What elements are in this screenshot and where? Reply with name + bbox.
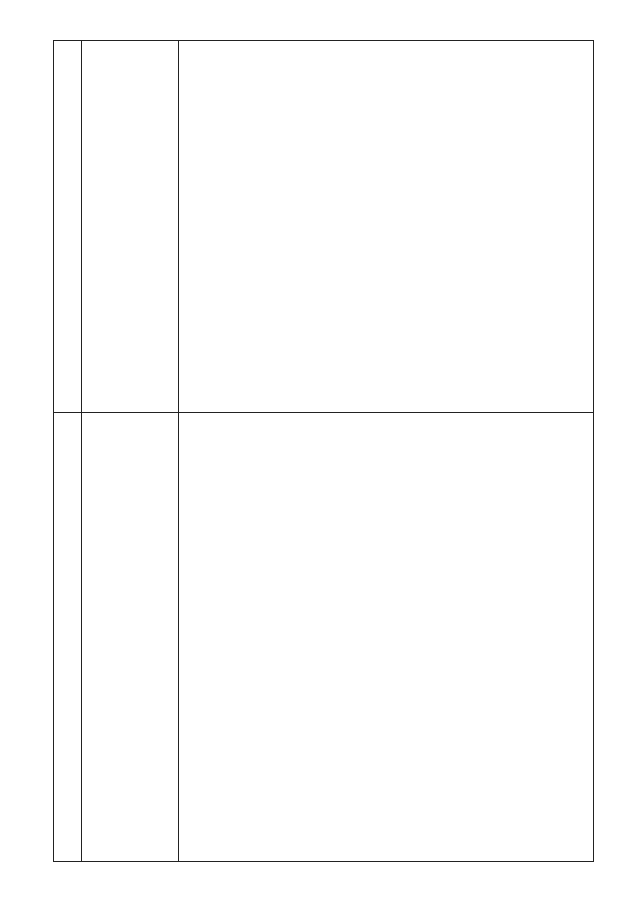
column-divider	[81, 41, 82, 861]
document-table	[53, 40, 594, 862]
row-divider	[54, 412, 593, 413]
column-divider	[178, 41, 179, 861]
row-content-bottom	[183, 417, 588, 430]
